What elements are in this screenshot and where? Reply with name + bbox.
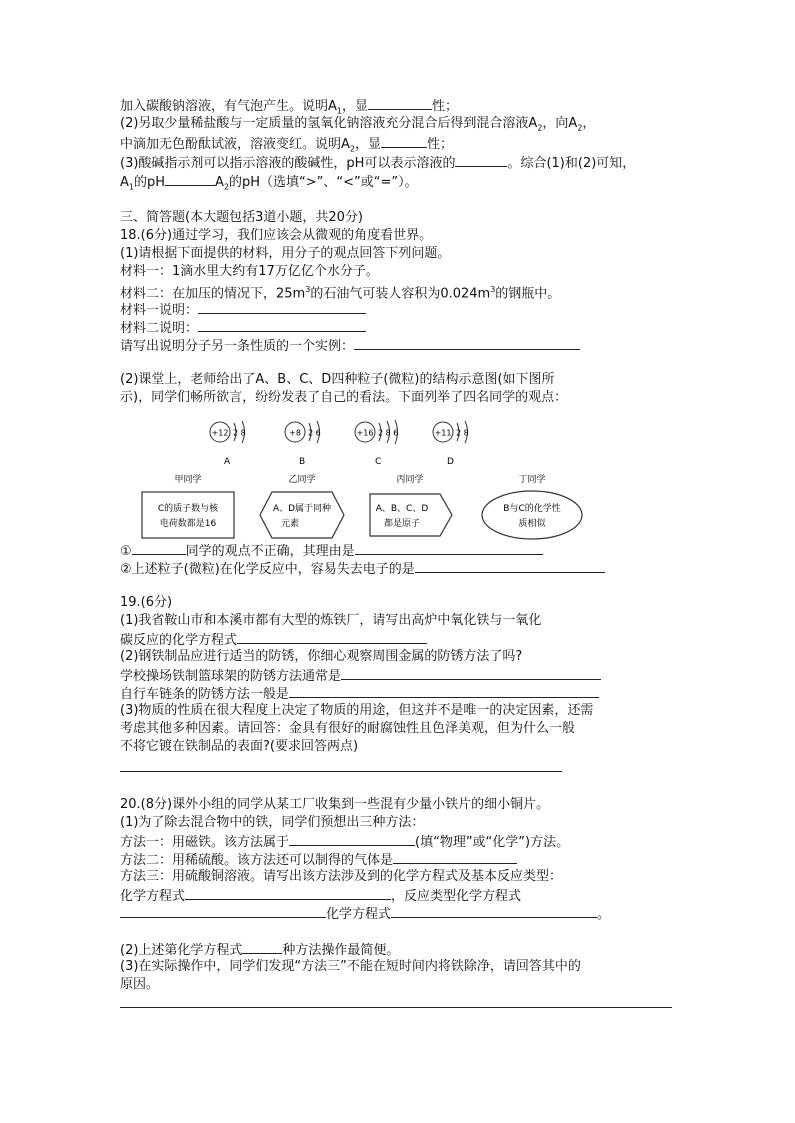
svg-text:2 8 6: 2 8 6 xyxy=(378,428,399,438)
answer-blank[interactable] xyxy=(289,684,599,698)
student-jia xyxy=(142,473,234,538)
q18-material1: 材料一：1滴水里大约有17万亿亿个水分子。 xyxy=(120,264,379,279)
svg-text:+8: +8 xyxy=(289,428,301,438)
atom-d xyxy=(433,421,469,467)
q17-line3: 中滴加无色酚酞试液，溶液变红。说明$A_2$，显 性； xyxy=(120,134,453,159)
answer-blank[interactable] xyxy=(415,559,605,573)
q18-intro: 18.(6分)通过学习，我们应该会从微观的角度看世界。 xyxy=(120,228,433,243)
q19-part3-c: 不将它镀在铁制品的表面?(要求回答两点) xyxy=(120,739,359,754)
atom-a xyxy=(210,421,246,467)
svg-text:2 8: 2 8 xyxy=(456,428,469,438)
q19-part2-a: 学校操场铁制篮球架的防锈方法通常是 xyxy=(120,666,601,686)
answer-line[interactable] xyxy=(120,1007,672,1008)
svg-text:质相似: 质相似 xyxy=(518,519,546,529)
svg-text:乙同学: 乙同学 xyxy=(288,475,316,485)
q19-part1-b: 碳反应的化学方程式 xyxy=(120,630,427,650)
svg-text:A、D属于同种: A、D属于同种 xyxy=(272,504,332,514)
q20-part3-a: (3)在实际操作中，同学们发现“方法三”不能在短时间内将铁除净，请回答其中的 xyxy=(120,959,581,974)
answer-blank[interactable] xyxy=(132,541,186,555)
svg-text:B: B xyxy=(299,457,306,467)
answer-blank[interactable] xyxy=(242,940,282,954)
q20-part1: (1)为了除去混合物中的铁，同学们预想出三种方法： xyxy=(120,815,425,830)
answer-blank[interactable] xyxy=(289,832,415,846)
atom-c xyxy=(355,420,398,467)
svg-text:丁同学: 丁同学 xyxy=(518,475,546,485)
answer-blank[interactable] xyxy=(120,904,326,918)
q19-part2-b: 自行车链条的防锈方法一般是 xyxy=(120,684,599,704)
atom-diagrams xyxy=(195,418,485,470)
q18-explain2: 材料二说明： xyxy=(120,318,366,338)
q20-equation1: 化学方程式 ，反应类型化学方程式 xyxy=(120,886,521,906)
q20-equation2: 化学方程式 。 xyxy=(120,904,610,924)
answer-blank[interactable] xyxy=(393,850,517,864)
student-bing xyxy=(370,473,452,536)
svg-text:+16: +16 xyxy=(356,428,374,438)
svg-text:+11: +11 xyxy=(434,428,452,438)
answer-blank[interactable] xyxy=(237,630,427,644)
q19-title: 19.(6分) xyxy=(120,595,173,610)
svg-text:C: C xyxy=(375,457,382,467)
q20-method1: 方法一：用磁铁。该方法属于 (填“物理”或“化学”)方法。 xyxy=(120,832,569,852)
q17-line5: $A_1$的pH $A_2$的pH（选填“>”、“<”或“=”）。 xyxy=(120,172,418,197)
answer-blank[interactable] xyxy=(341,666,601,680)
q20-intro: 20.(8分)课外小组的同学从某工厂收集到一些混有少量小铁片的细小铜片。 xyxy=(120,797,550,812)
q17-line4: (3)酸碱指示剂可以指示溶液的酸碱性，pH可以表示溶液的 。综合(1)和(2)可知， xyxy=(120,153,635,173)
q20-part2: (2)上述第化学方程式 种方法操作最简便。 xyxy=(120,940,399,960)
answer-blank[interactable] xyxy=(368,96,432,110)
answer-line[interactable] xyxy=(120,771,562,772)
svg-text:+12: +12 xyxy=(211,428,229,438)
section-title: 三、简答题(本大题包括3道小题，共20分) xyxy=(120,210,363,225)
svg-text:B与C的化学性: B与C的化学性 xyxy=(503,504,561,514)
student-yi xyxy=(260,473,344,538)
answer-blank[interactable] xyxy=(185,886,391,900)
svg-text:C的质子数与核: C的质子数与核 xyxy=(157,504,219,514)
atom-b xyxy=(285,421,321,467)
svg-text:2 6: 2 6 xyxy=(308,428,321,438)
answer-blank[interactable] xyxy=(355,541,543,555)
answer-blank[interactable] xyxy=(165,172,215,186)
q19-part3-a: (3)物质的性质在很大程度上决定了物质的用途，但这并不是唯一的决定因素，还需 xyxy=(120,703,594,718)
answer-blank[interactable] xyxy=(198,318,366,332)
answer-blank[interactable] xyxy=(198,300,366,314)
q19-part3-b: 考虑其他多种因素。请回答：金具有很好的耐腐蚀性且色泽美观，但为什么一般 xyxy=(120,721,576,736)
q19-part2: (2)钢铁制品应进行适当的防锈，你细心观察周围金属的防锈方法了吗? xyxy=(120,649,523,664)
q18-answer2: ②上述粒子(微粒)在化学反应中，容易失去电子的是 xyxy=(120,559,605,579)
q20-method2: 方法二：用稀硫酸。该方法还可以制得的气体是 xyxy=(120,850,517,870)
svg-text:D: D xyxy=(447,457,454,467)
answer-blank[interactable] xyxy=(455,153,507,167)
svg-text:都是原子: 都是原子 xyxy=(383,519,421,529)
q18-answer1: ① 同学的观点不正确，其理由是 xyxy=(120,541,543,561)
q20-part3-b: 原因。 xyxy=(120,977,160,992)
q18-part2-b: 示)，同学们畅所欲言，纷纷发表了自己的看法。下面列举了四名同学的观点： xyxy=(120,390,568,405)
q18-explain1: 材料一说明： xyxy=(120,300,366,320)
q18-example: 请写出说明分子另一条性质的一个实例： xyxy=(120,336,580,356)
svg-text:A: A xyxy=(224,457,231,467)
student-opinions xyxy=(140,472,585,542)
svg-text:甲同学: 甲同学 xyxy=(174,475,202,485)
q18-part1: (1)请根据下面提供的材料，用分子的观点回答下列问题。 xyxy=(120,246,451,261)
q18-material2: 材料二：在加压的情况下，$25m^3$的石油气可装人容积为$0.024m^3$的钢瓶中。 xyxy=(120,285,561,302)
answer-blank[interactable] xyxy=(391,904,597,918)
q17-line1: 加入碳酸钠溶液，有气泡产生。说明$A_1$，显 性； xyxy=(120,96,458,121)
svg-text:丙同学: 丙同学 xyxy=(396,475,424,485)
q18-part2-a: (2)课堂上，老师给出了A、B、C、D四种粒子(微粒)的结构示意图(如下图所 xyxy=(120,372,555,387)
q19-part1-a: (1)我省鞍山市和本溪市都有大型的炼铁厂，请写出高炉中氧化铁与一氧化 xyxy=(120,613,542,628)
svg-text:电荷数都是16: 电荷数都是16 xyxy=(159,519,217,529)
svg-text:A、B、C、D: A、B、C、D xyxy=(375,504,429,514)
svg-text:2 8: 2 8 xyxy=(233,428,246,438)
student-ding xyxy=(482,473,582,539)
answer-blank[interactable] xyxy=(381,134,427,148)
q17-line2: (2)另取少量稀盐酸与一定质量的氢氧化钠溶液充分混合后得到混合溶液$A_2$，向$A_2$， xyxy=(120,116,596,133)
q20-method3: 方法三：用硫酸铜溶液。请写出该方法涉及到的化学方程式及基本反应类型： xyxy=(120,869,563,884)
svg-text:元素: 元素 xyxy=(280,519,300,529)
answer-blank[interactable] xyxy=(354,336,580,350)
